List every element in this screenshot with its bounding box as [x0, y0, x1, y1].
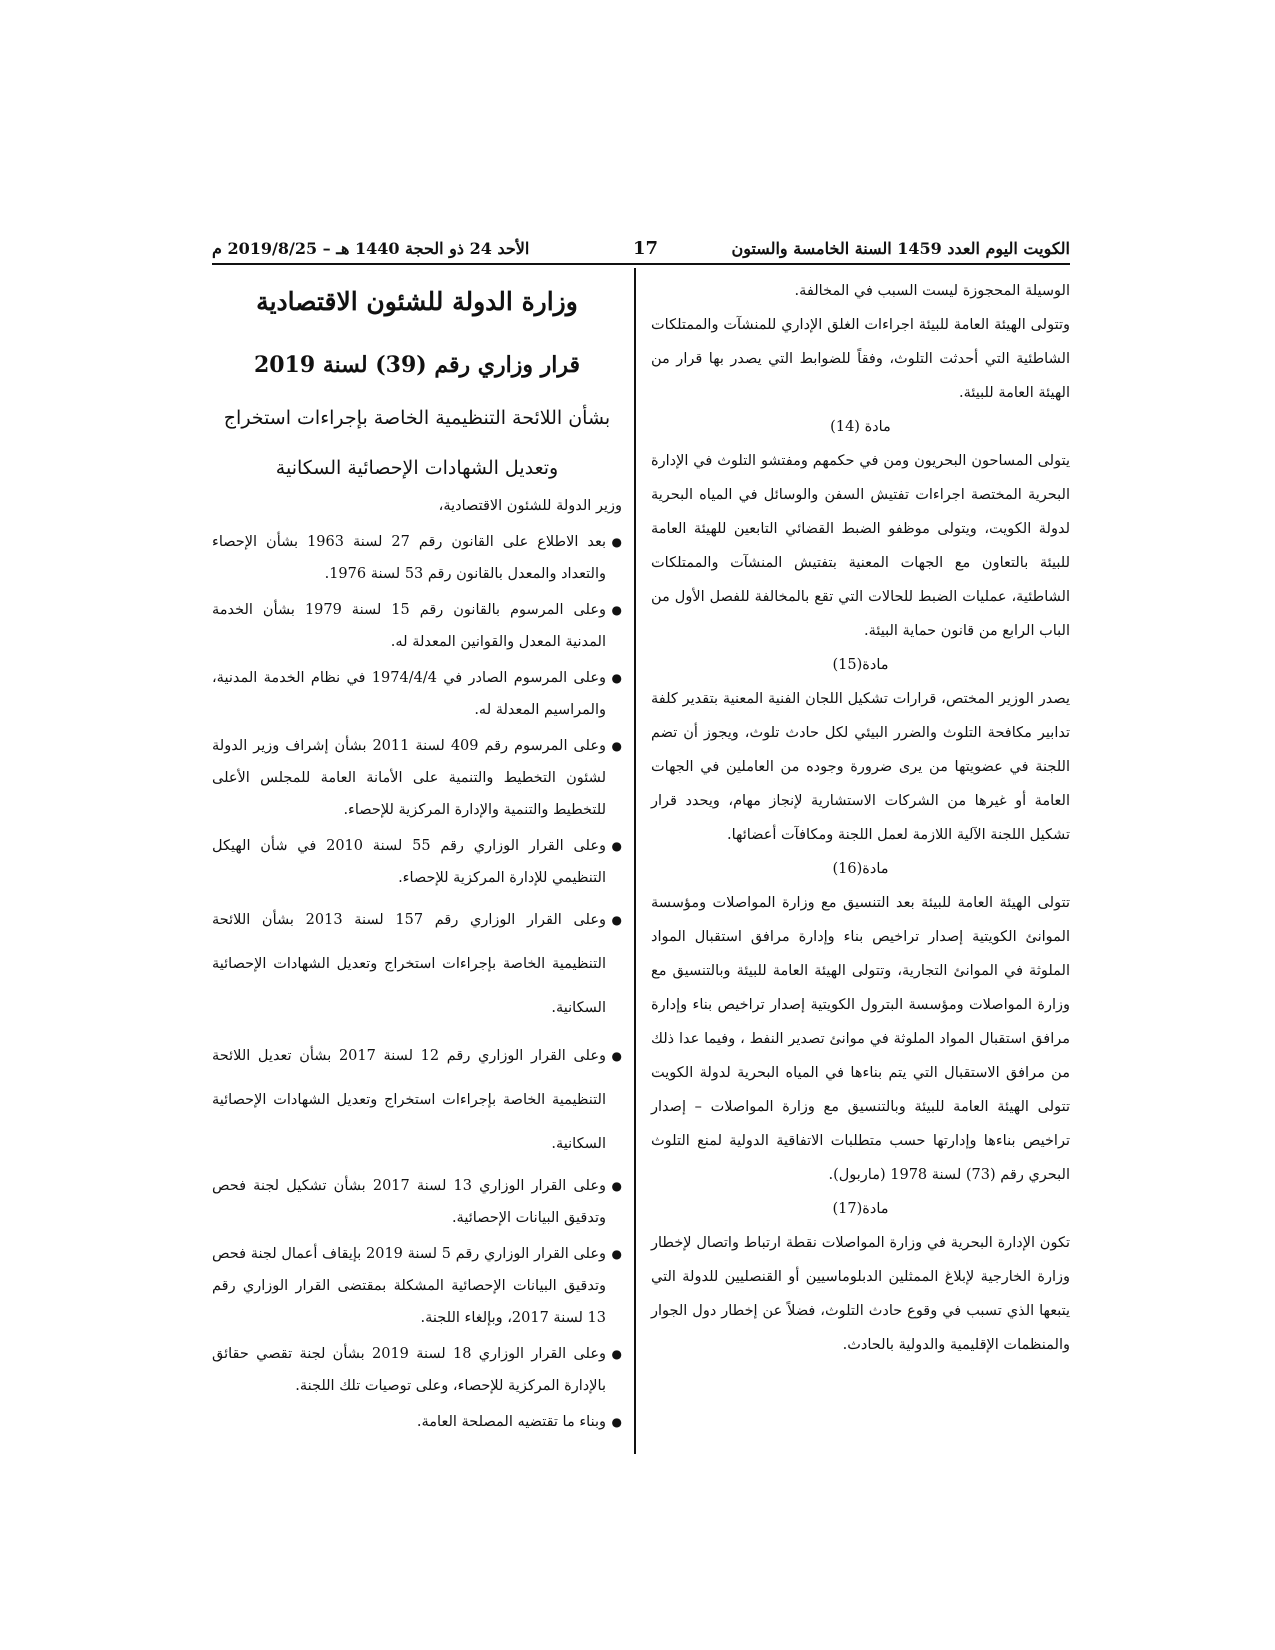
article-14-title: مادة (14) [830, 419, 891, 435]
list-item-text: وعلى القرار الوزاري 18 لسنة 2019 بشأن لجنة تقصي حقائق بالإدارة المركزية للإحصاء، وعلى توصيات تلك اللجنة. [212, 1346, 606, 1394]
list-item [212, 1238, 622, 1334]
list-item [212, 830, 622, 894]
list-item-text: وعلى القرار الوزاري رقم 5 لسنة 2019 بإيقاف أعمال لجنة فحص وتدقيق البيانات الإحصائية المشكلة بمقتضى القرار الوزاري رقم 13 لسنة 2017، وبإلغاء اللجنة. [212, 1246, 606, 1326]
column-divider [634, 268, 636, 1454]
decision-subject-line-2: وتعديل الشهادات الإحصائية السكانية [275, 457, 559, 479]
minister-line: وزير الدولة للشئون الاقتصادية، [438, 498, 622, 514]
decision-title: قرار وزاري رقم (39) لسنة 2019 [253, 352, 581, 378]
bullet-icon: ● [611, 839, 622, 853]
left-column [212, 278, 622, 1442]
article-17-text: تكون الإدارة البحرية في وزارة المواصلات نقطة ارتباط واتصال لإخطار وزارة الخارجية لإبلاغ الممثلين الدبلوماسيين أو القنصليين للدولة التي يتبعها الذي تسبب في وقوع حادث التلوث، فضلاً عن إخطار دول الجوار والمنظمات الإقليمية والدولية بالحادث. [651, 1235, 1070, 1353]
right-column [651, 274, 1070, 1362]
decision-subject-line-1: بشأن اللائحة التنظيمية الخاصة بإجراءات استخراج [223, 407, 611, 429]
bullet-icon: ● [611, 671, 622, 685]
list-item [212, 526, 622, 590]
list-item-text: وعلى القرار الوزاري رقم 157 لسنة 2013 بشأن اللائحة التنظيمية الخاصة بإجراءات استخراج وتعديل الشهادات الإحصائية السكانية. [212, 912, 606, 1016]
list-item-text: وعلى القرار الوزاري رقم 12 لسنة 2017 بشأن تعديل اللائحة التنظيمية الخاصة بإجراءات استخراج وتعديل الشهادات الإحصائية السكانية. [212, 1048, 606, 1152]
bullet-icon: ● [611, 1347, 622, 1361]
bullet-icon: ● [611, 535, 622, 549]
article-14-text: يتولى المساحون البحريون ومن في حكمهم ومفتشو التلوث في الإدارة البحرية المختصة اجراءات تفتيش السفن والوسائل في المياه البحرية لدولة الكويت، ويتولى موظفو الضبط القضائي التابعين للهيئة العامة للبيئة بالتعاون مع الجهات المعنية بتفتيش المنشآت والممتلكات الشاطئية، عمليات الضبط للحالات التي تقع بالمخالفة للفصل الأول من الباب الرابع من قانون حماية البيئة. [651, 453, 1070, 639]
list-item [212, 1338, 622, 1402]
page-header [212, 238, 1070, 260]
list-item [212, 1034, 622, 1166]
list-item-text: وعلى المرسوم الصادر في 1974/4/4 في نظام الخدمة المدنية، والمراسيم المعدلة له. [212, 670, 607, 718]
bullet-icon: ● [611, 913, 622, 927]
list-item [212, 662, 622, 726]
list-item-text: وبناء ما تقتضيه المصلحة العامة. [416, 1414, 606, 1430]
article-15-title: مادة(15) [832, 657, 889, 673]
article-15-text: يصدر الوزير المختص، قرارات تشكيل اللجان الفنية المعنية بتقدير كلفة تدابير مكافحة التلوث والضرر البيئي لكل حادث تلوث، ويجوز أن تضم اللجنة في عضويتها من يرى ضرورة وجوده من العاملين في الجهات العامة أو غيرها من الشركات الاستشارية لإنجاز مهام، ويحدد قرار تشكيل اللجنة الآلية اللازمة لعمل اللجنة ومكافآت أعضائها. [651, 691, 1070, 843]
list-item [212, 594, 622, 658]
list-item-text: وعلى القرار الوزاري 13 لسنة 2017 بشأن تشكيل لجنة فحص وتدقيق البيانات الإحصائية. [212, 1178, 606, 1226]
article-17-title: مادة(17) [832, 1201, 889, 1217]
intro-paragraph-1: الوسيلة المحجوزة ليست السبب في المخالفة. [794, 283, 1070, 299]
bullet-icon: ● [611, 1179, 622, 1193]
preamble-list [212, 526, 622, 1438]
list-item-text: بعد الاطلاع على القانون رقم 27 لسنة 1963 بشأن الإحصاء والتعداد والمعدل بالقانون رقم 53 لسنة 1976. [212, 534, 607, 582]
list-item [212, 730, 622, 826]
bullet-icon: ● [611, 1049, 622, 1063]
header-date: الأحد 24 ذو الحجة 1440 هـ – 2019/8/25 م [212, 239, 530, 258]
article-16-title: مادة(16) [832, 861, 889, 877]
list-item [212, 898, 622, 1030]
ministry-heading: وزارة الدولة للشئون الاقتصادية [256, 287, 578, 316]
header-gazette-issue: الكويت اليوم العدد 1459 السنة الخامسة والستون [731, 239, 1070, 258]
bullet-icon: ● [611, 1247, 622, 1261]
bullet-icon: ● [611, 1415, 622, 1429]
header-rule [212, 263, 1070, 265]
intro-paragraph-2: وتتولى الهيئة العامة للبيئة اجراءات الغلق الإداري للمنشآت والممتلكات الشاطئية التي أحدثت التلوث، وفقاً للضوابط التي يصدر بها قرار من الهيئة العامة للبيئة. [651, 317, 1070, 401]
list-item-text: وعلى المرسوم رقم 409 لسنة 2011 بشأن إشراف وزير الدولة لشئون التخطيط والتنمية على الأمانة العامة للمجلس الأعلى للتخطيط والتنمية والإدارة المركزية للإحصاء. [212, 738, 606, 818]
list-item [212, 1406, 622, 1438]
article-16-text: تتولى الهيئة العامة للبيئة بعد التنسيق مع وزارة المواصلات ومؤسسة الموانئ الكويتية إصدار تراخيص بناء وإدارة مرافق استقبال المواد الملوثة في الموانئ التجارية، وتتولى الهيئة العامة للبيئة وبالتنسيق مع وزارة المواصلات ومؤسسة البترول الكويتية إصدار تراخيص بناء وإدارة مرافق استقبال المواد الملوثة في موانئ تصدير النفط ، وفيما عدا ذلك من مرافق الاستقبال التي يتم بناءها في المياه البحرية لدولة الكويت تتولى الهيئة العامة للبيئة وبالتنسيق مع وزارة المواصلات – إصدار تراخيص بناءها وإدارتها حسب متطلبات الاتفاقية الدولية لمنع التلوث البحري رقم (73) لسنة 1978 (ماربول). [651, 895, 1070, 1183]
list-item-text: وعلى المرسوم بالقانون رقم 15 لسنة 1979 بشأن الخدمة المدنية المعدل والقوانين المعدلة له. [212, 602, 606, 650]
bullet-icon: ● [611, 603, 622, 617]
list-item [212, 1170, 622, 1234]
list-item-text: وعلى القرار الوزاري رقم 55 لسنة 2010 في شأن الهيكل التنظيمي للإدارة المركزية للإحصاء. [212, 838, 606, 886]
bullet-icon: ● [611, 739, 622, 753]
header-page-number: 17 [632, 238, 658, 259]
